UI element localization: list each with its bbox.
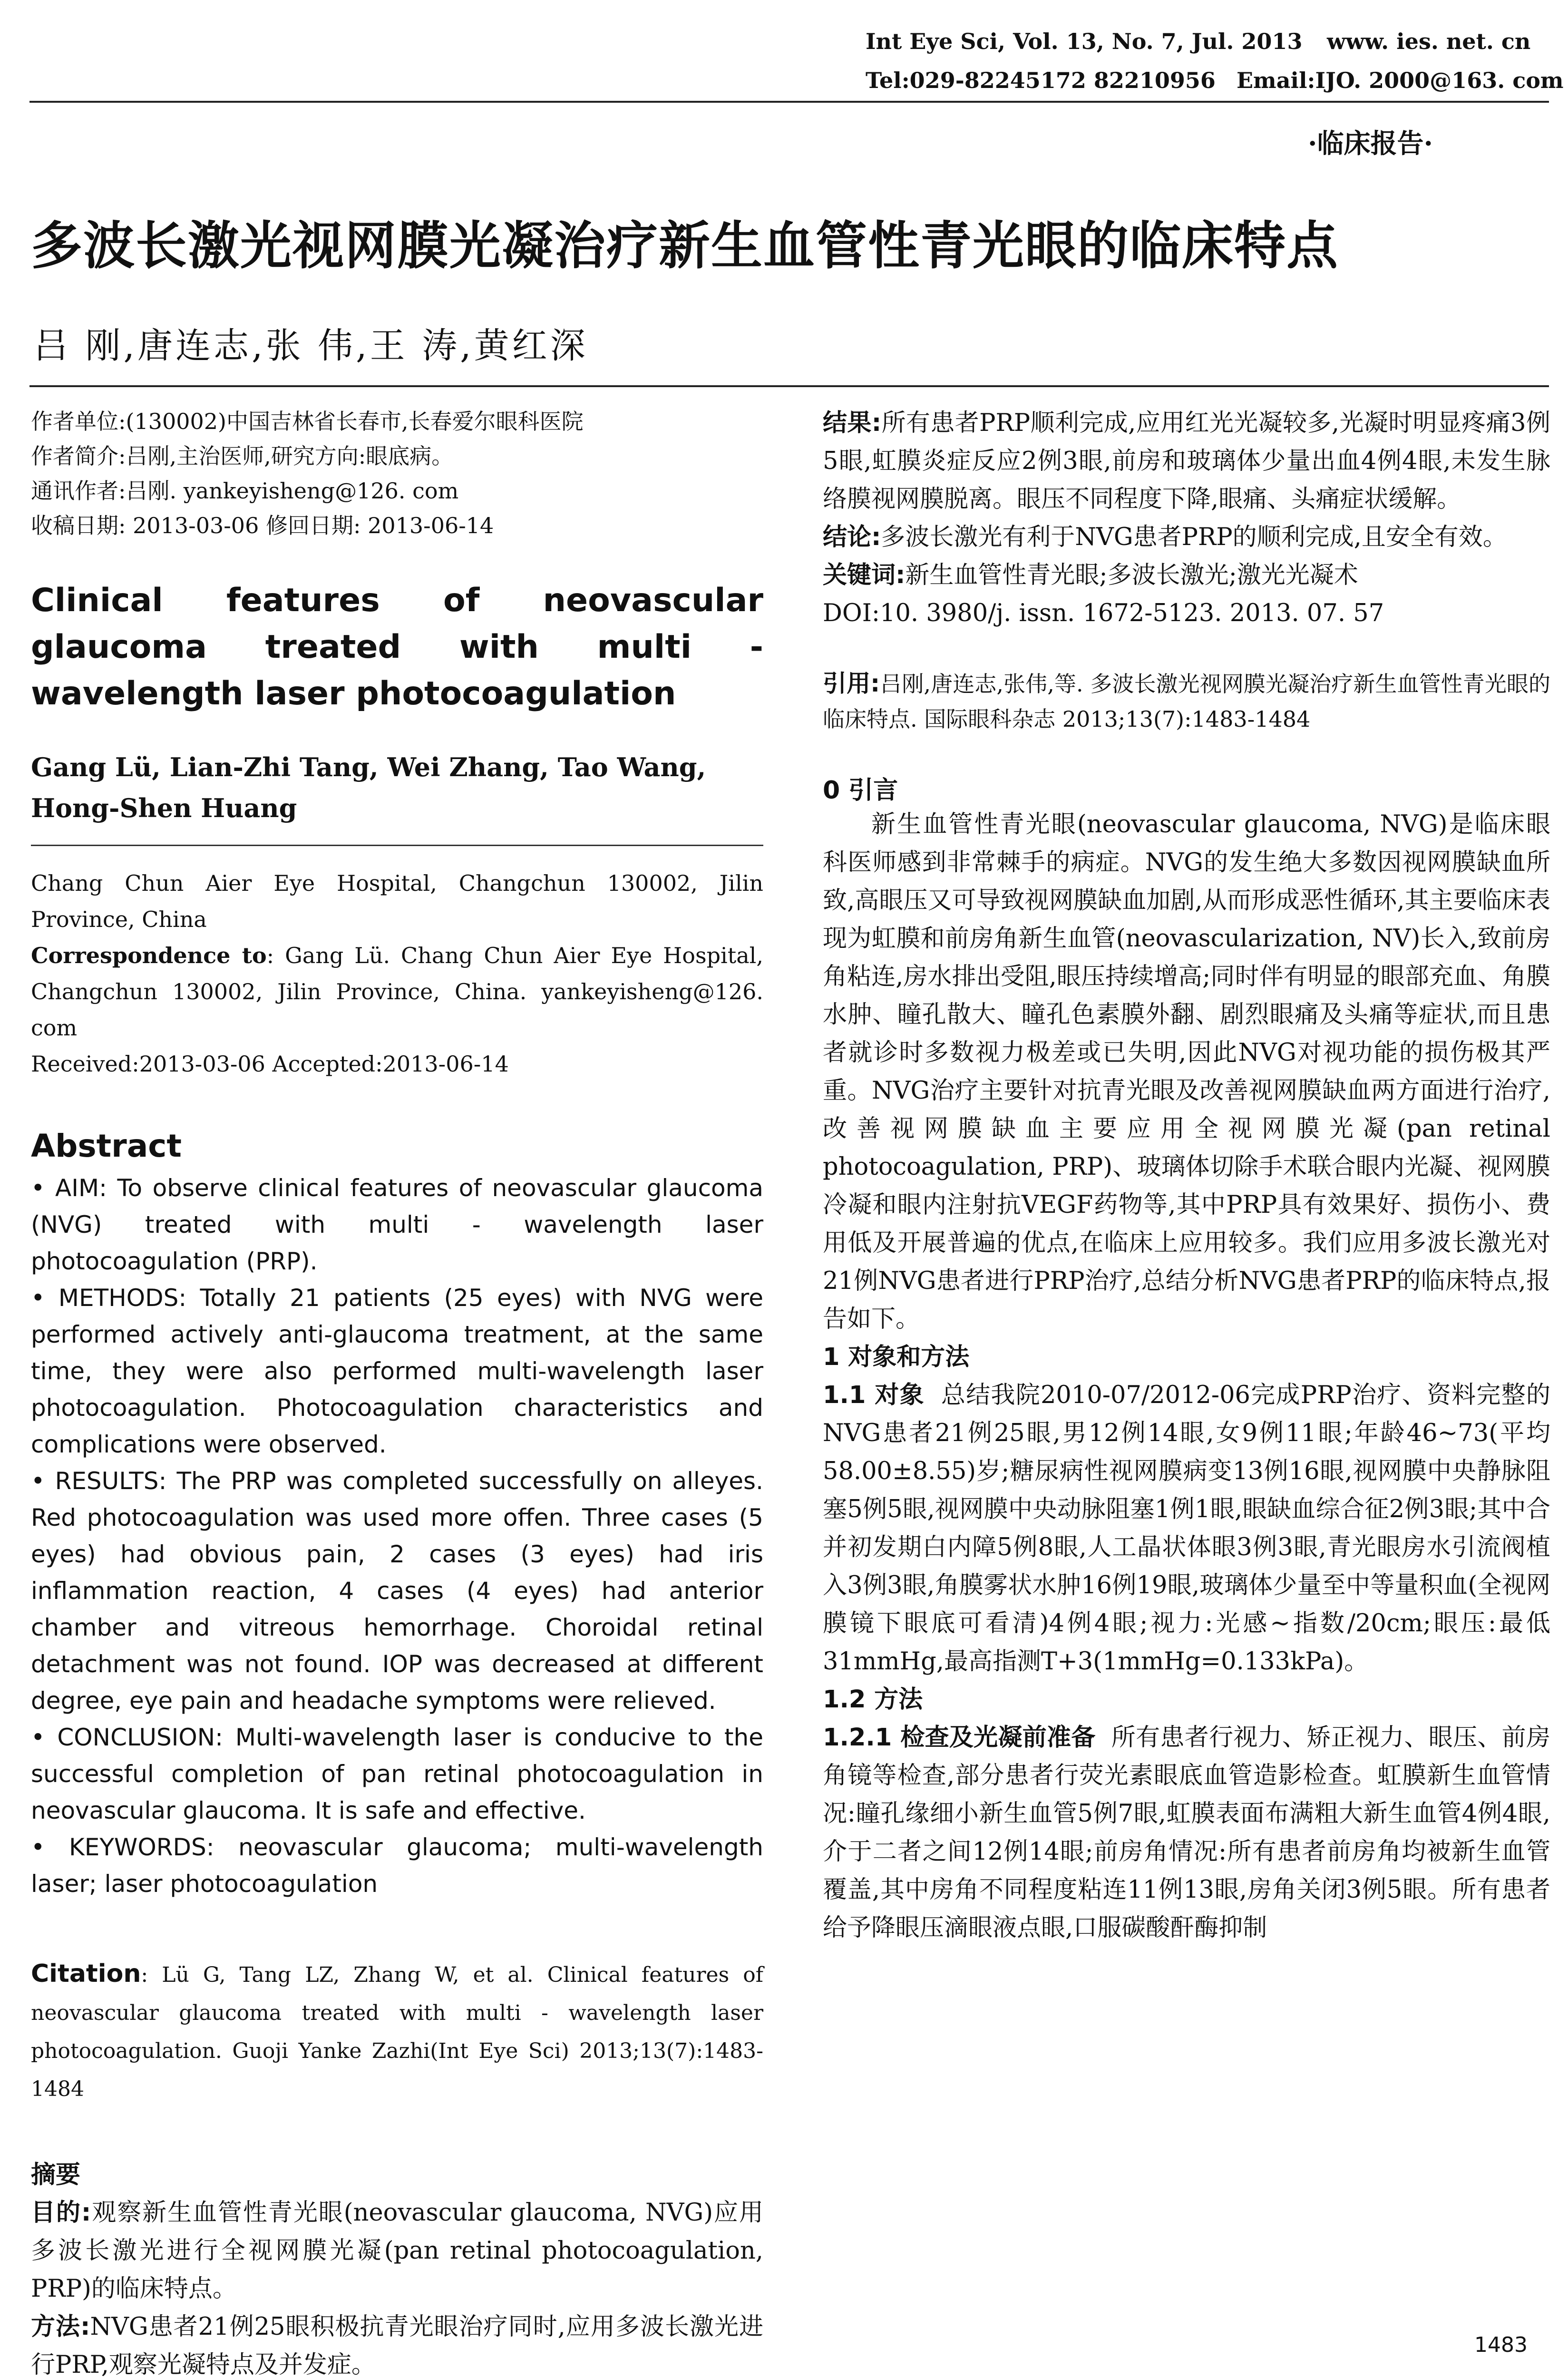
cn-results-label: 结果: bbox=[823, 409, 882, 437]
english-title: Clinical features of neovascular glaucoma treated with multi - wavelength laser photocoagulation bbox=[31, 582, 763, 712]
abstract-methods: • METHODS: Totally 21 patients (25 eyes) with NVG were performed actively anti-glaucoma treatment, at the same time, they were also performed multi-wavelength laser photocoagulation. Photocoagulation characteristics and complications were observed. bbox=[31, 1284, 763, 1458]
citation-text: : Lü G, Tang LZ, Zhang W, et al. Clinical features of neovascular glaucoma treated with multi - wavelength laser photocoagulation. Guoji Yanke Zazhi(Int Eye Sci) 2013;13(7):1483-1484 bbox=[31, 1963, 763, 2101]
intro-paragraph: 新生血管性青光眼(neovascular glaucoma, NVG)是临床眼科医师感到非常棘手的病症。NVG的发生绝大多数因视网膜缺血所致,高眼压又可导致视网膜缺血加剧,从而形成恶性循环,其主要临床表现为虹膜和前房角新生血管(neovascularization, NV)长入,致前房角粘连,房水排出受阻,眼压持续增高;同时伴有明显的眼部充血、角膜水肿、瞳孔散大、瞳孔色素膜外翻、剧烈眼痛及头痛等症状,而且患者就诊时多数视力极差或已失明,因此NVG对视功能的损伤极其严重。NVG治疗主要针对抗青光眼及改善视网膜缺血两方面进行治疗,改善视网膜缺血主要应用全视网膜光凝(pan retinal photocoagulation, PRP)、玻璃体切除手术联合眼内光凝、视网膜冷凝和眼内注射抗VEGF药物等,其中PRP具有效果好、损伤小、费用低及开展普遍的优点,在临床上应用较多。我们应用多波长激光对21例NVG患者进行PRP治疗,总结分析NVG患者PRP的临床特点,报告如下。 bbox=[823, 810, 1550, 1333]
abstract-conclusion: • CONCLUSION: Multi-wavelength laser is conducive to the successful completion of pan retinal photocoagulation in neovascular glaucoma. It is safe and effective. bbox=[31, 1724, 763, 1824]
correspondence-text: : Gang Lü. Chang Chun Aier Eye Hospital, Changchun 130002, Jilin Province, China. yankeyisheng@126. com bbox=[31, 943, 764, 1041]
page-title: 多波长激光视网膜光凝治疗新生血管性青光眼的临床特点 bbox=[31, 216, 1339, 276]
author-unit: 作者单位:(130002)中国吉林省长春市,长春爱尔眼科医院 bbox=[31, 409, 584, 434]
journal-info: Int Eye Sci, Vol. 13, No. 7, Jul. 2013 bbox=[866, 29, 1303, 54]
english-authors: Gang Lü, Lian-Zhi Tang, Wei Zhang, Tao Wang, Hong-Shen Huang bbox=[31, 752, 706, 823]
affiliation-rule bbox=[31, 845, 763, 846]
abstract-results: • RESULTS: The PRP was completed successfully on alleyes. Red photocoagulation was used more offen. Three cases (5 eyes) had obvious pain, 2 cases (3 eyes) had iris inflammation reaction, 4 cases (4 eyes) had anterior chamber and vitreous hemorrhage. Choroidal retinal detachment was not found. IOP was decreased at different degree, eye pain and headache symptoms were relieved. bbox=[31, 1467, 763, 1715]
section-label: ·临床报告· bbox=[1308, 128, 1433, 159]
subjects-paragraph: 总结我院2010-07/2012-06完成PRP治疗、资料完整的NVG患者21例25眼,男12例14眼,女9例11眼;年龄46~73(平均58.00±8.55)岁;糖尿病性视网膜病变13例16眼,视网膜中央静脉阻塞5例5眼,视网膜中央动脉阻塞1例1眼,眼缺血综合征2例3眼;其中合并初发期白内障5例8眼,人工晶状体眼3例3眼,青光眼房水引流阀植入3例3眼,角膜雾状水肿16例19眼,玻璃体少量至中等量积血(全视网膜镜下眼底可看清)4例4眼;视力:光感~指数/20cm;眼压:最低31mmHg,最高指测T+3(1mmHg=0.133kPa)。 bbox=[823, 1381, 1550, 1676]
citation-label: Citation bbox=[31, 1959, 141, 1988]
subsection-methods-heading: 1.2 方法 bbox=[823, 1686, 923, 1714]
authors-cn: 吕 刚,唐连志,张 伟,王 涛,黄红深 bbox=[33, 325, 588, 366]
section-intro-heading: 0 引言 bbox=[823, 776, 898, 805]
subsection-exam-heading: 1.2.1 检查及光凝前准备 bbox=[823, 1724, 1096, 1752]
title-rule bbox=[29, 385, 1549, 387]
journal-website: www. ies. net. cn bbox=[1327, 29, 1531, 54]
cn-aim: 观察新生血管性青光眼(neovascular glaucoma, NVG)应用多波长激光进行全视网膜光凝(pan retinal photocoagulation, PRP)的临床特点。 bbox=[31, 2199, 763, 2303]
cn-keywords-label: 关键词: bbox=[823, 561, 906, 589]
cn-conclusion-label: 结论: bbox=[823, 523, 881, 551]
subsection-subjects-heading: 1.1 对象 bbox=[823, 1381, 925, 1409]
contact-author: 通讯作者:吕刚. yankeyisheng@126. com bbox=[31, 478, 459, 504]
correspondence-label: Correspondence to bbox=[31, 943, 267, 968]
author-intro: 作者简介:吕刚,主治医师,研究方向:眼底病。 bbox=[31, 443, 454, 469]
abstract-keywords: • KEYWORDS: neovascular glaucoma; multi-wavelength laser; laser photocoagulation bbox=[31, 1833, 763, 1898]
abstract-heading: Abstract bbox=[31, 1128, 182, 1164]
exam-paragraph: 所有患者行视力、矫正视力、眼压、前房角镜等检查,部分患者行荧光素眼底血管造影检查。虹膜新生血管情况:瞳孔缘细小新生血管5例7眼,虹膜表面布满粗大新生血管4例4眼,介于二者之间12例14眼;前房角情况:所有患者前房角均被新生血管覆盖,其中房角不同程度粘连11例13眼,房角关闭3例5眼。所有患者给予降眼压滴眼液点眼,口服碳酸酐酶抑制 bbox=[823, 1724, 1550, 1942]
left-column bbox=[31, 404, 763, 2378]
journal-email: Email:IJO. 2000@163. com bbox=[1237, 68, 1564, 93]
doi: DOI:10. 3980/j. issn. 1672-5123. 2013. 07. 57 bbox=[823, 599, 1384, 627]
cn-methods-label: 方法: bbox=[31, 2313, 90, 2341]
received-dates: 收稿日期: 2013-03-06 修回日期: 2013-06-14 bbox=[31, 513, 494, 538]
header-rule bbox=[29, 101, 1549, 103]
received-accepted: Received:2013-03-06 Accepted:2013-06-14 bbox=[31, 1051, 509, 1077]
page-number: 1483 bbox=[1474, 2333, 1528, 2357]
cn-results: 所有患者PRP顺利完成,应用红光光凝较多,光凝时明显疼痛3例5眼,虹膜炎症反应2例3眼,前房和玻璃体少量出血4例4眼,未发生脉络膜视网膜脱离。眼压不同程度下降,眼痛、头痛症状缓解。 bbox=[823, 409, 1550, 513]
cn-cite-label: 引用: bbox=[823, 670, 880, 697]
section-methods-heading: 1 对象和方法 bbox=[823, 1343, 970, 1371]
cn-methods: NVG患者21例25眼积极抗青光眼治疗同时,应用多波长激光进行PRP,观察光凝特点及并发症。 bbox=[31, 2313, 764, 2378]
cn-cite: 吕刚,唐连志,张伟,等. 多波长激光视网膜光凝治疗新生血管性青光眼的临床特点. 国际眼科杂志 2013;13(7):1483-1484 bbox=[823, 671, 1550, 732]
cn-conclusion: 多波长激光有利于NVG患者PRP的顺利完成,且安全有效。 bbox=[881, 523, 1507, 551]
right-column bbox=[823, 404, 1550, 1947]
cn-keywords: 新生血管性青光眼;多波长激光;激光光凝术 bbox=[905, 561, 1358, 589]
cn-aim-label: 目的: bbox=[31, 2199, 91, 2227]
journal-tel: Tel:029-82245172 82210956 bbox=[866, 68, 1216, 93]
english-affiliation: Chang Chun Aier Eye Hospital, Changchun 130002, Jilin Province, China bbox=[31, 870, 763, 932]
abstract-aim: • AIM: To observe clinical features of neovascular glaucoma (NVG) treated with multi - wavelength laser photocoagulation (PRP). bbox=[31, 1174, 763, 1275]
cn-abstract-heading: 摘要 bbox=[31, 2161, 81, 2189]
